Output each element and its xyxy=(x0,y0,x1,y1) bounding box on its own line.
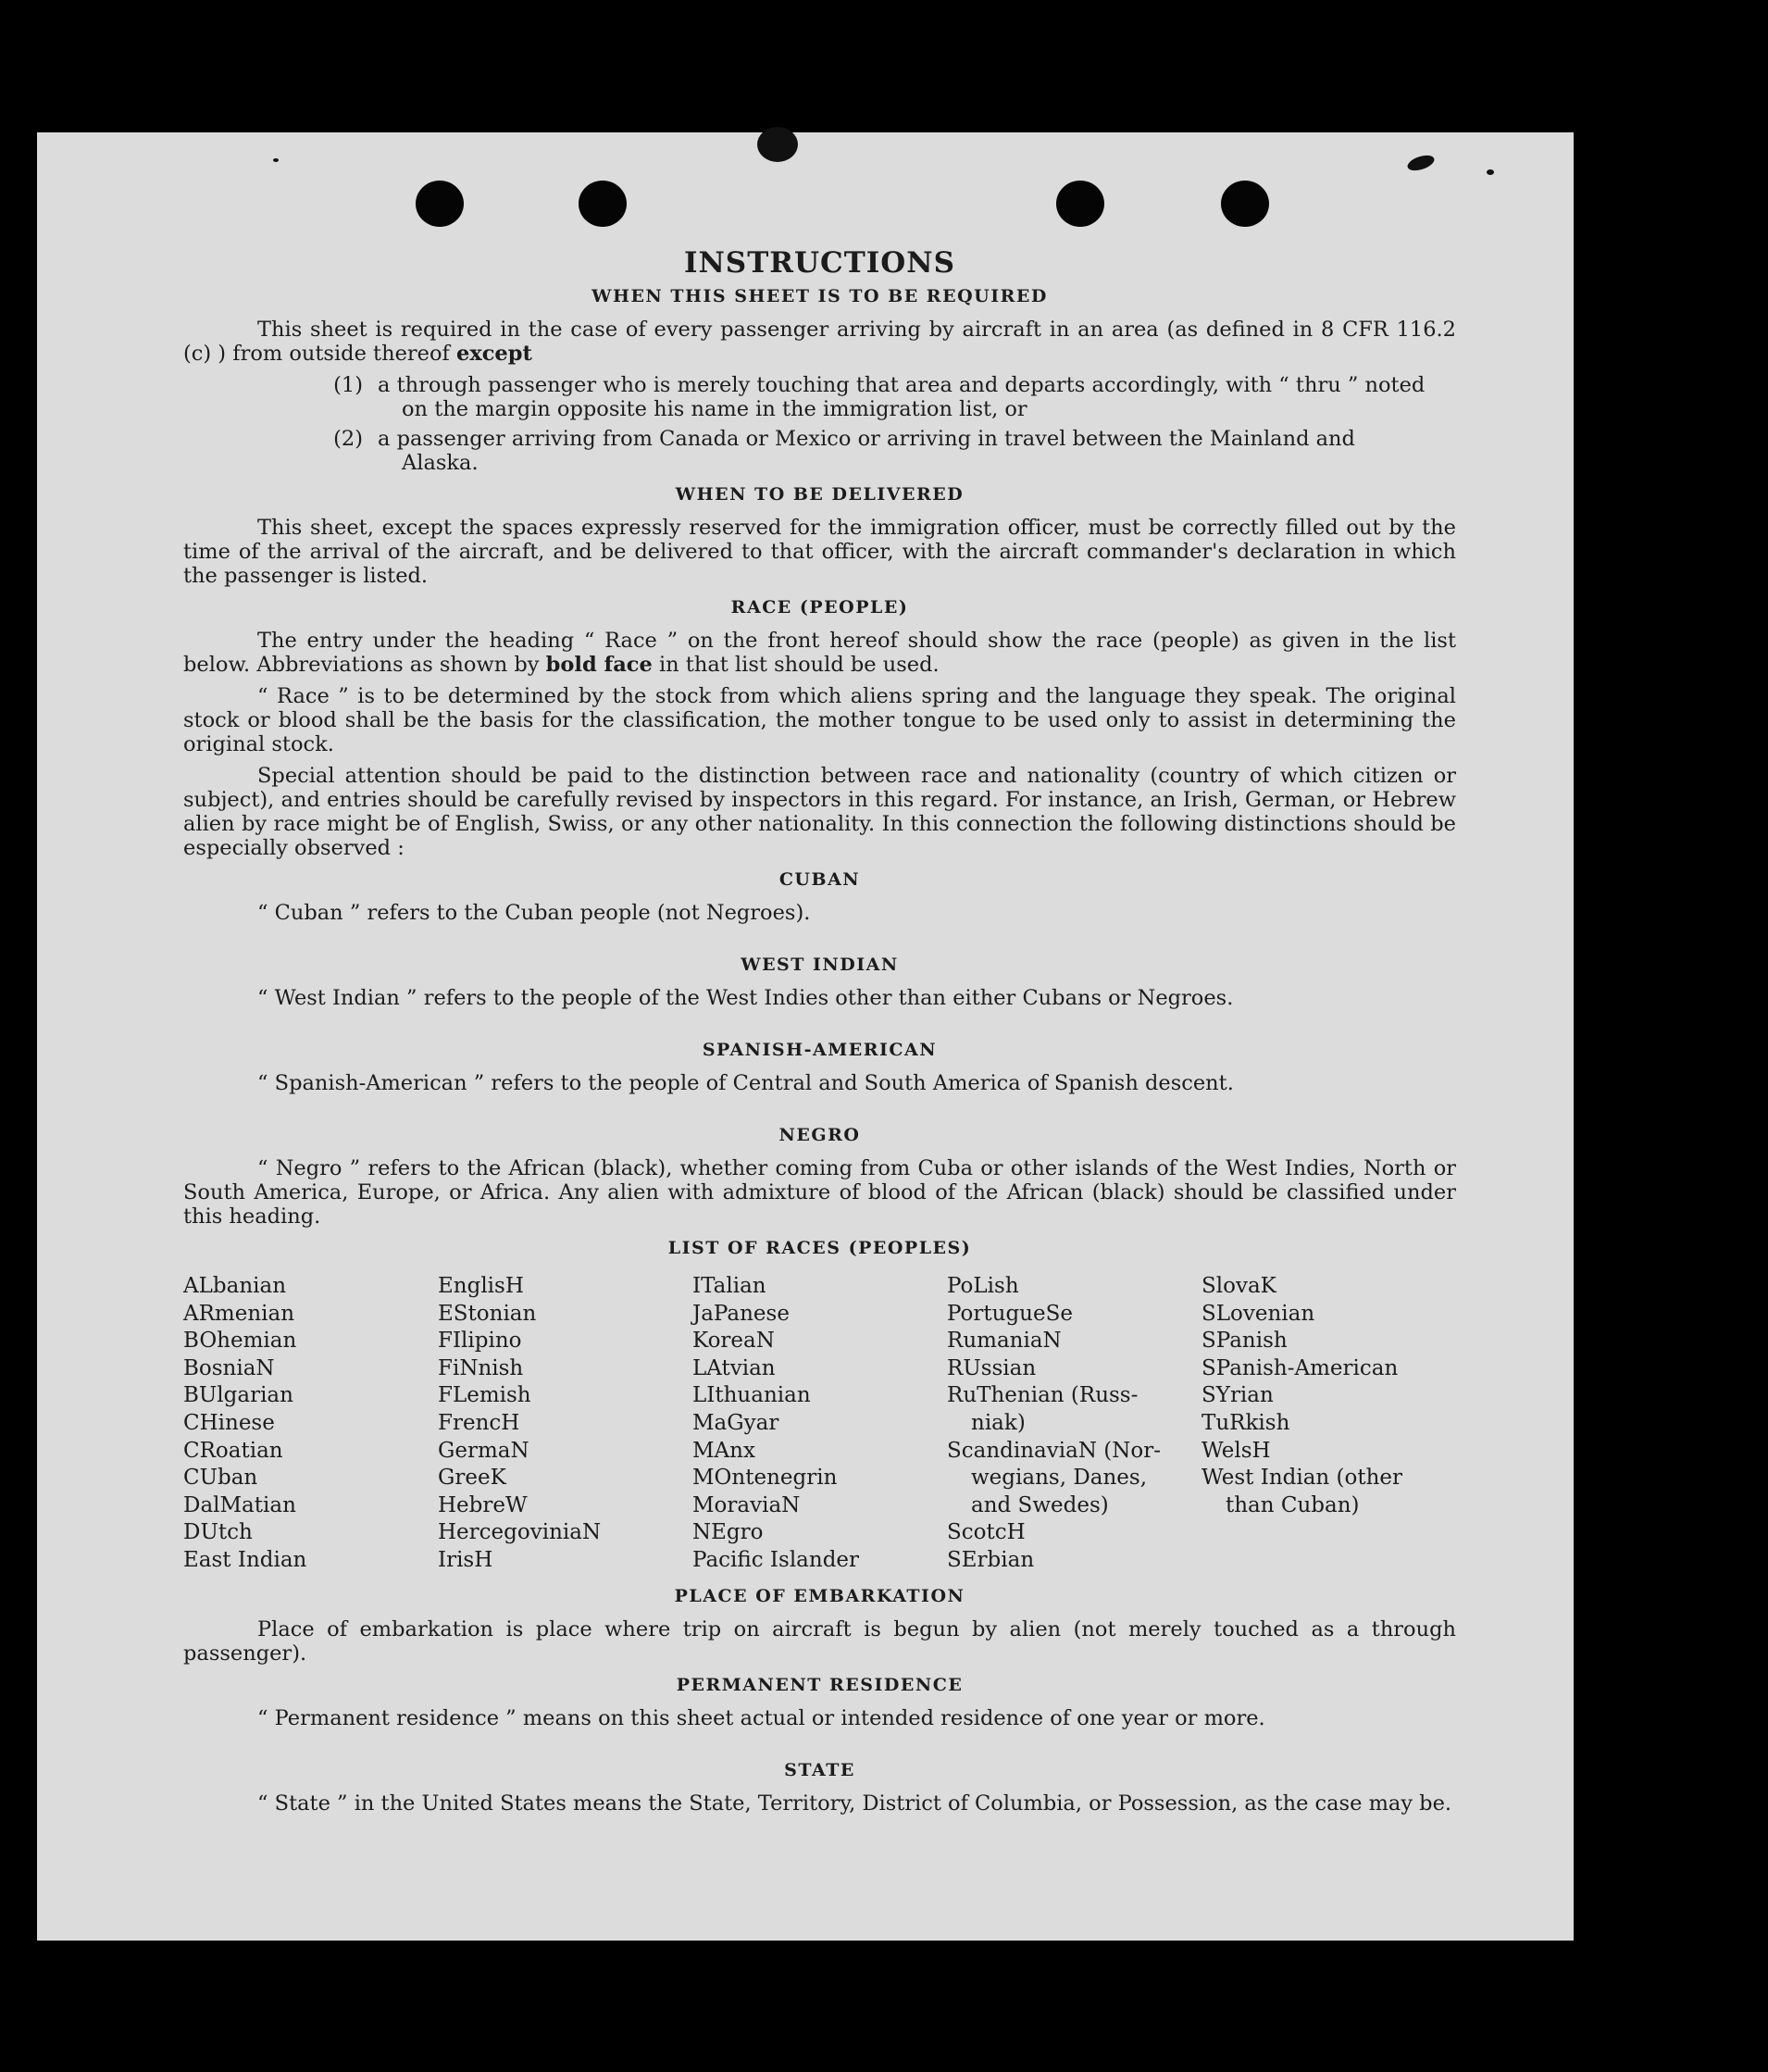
race-entry: RuThenian (Russ- niak) xyxy=(947,1383,1139,1435)
race-entry: IrisH xyxy=(438,1547,493,1572)
race-entry: DUtch xyxy=(183,1520,253,1545)
exception-number: (2) xyxy=(333,427,363,451)
section-heading-negro: NEGRO xyxy=(778,1125,861,1145)
race-entry: MAnx xyxy=(692,1438,755,1463)
instructions-content xyxy=(183,246,1456,1823)
punch-hole xyxy=(1056,181,1104,227)
race-entry: MoraviaN xyxy=(692,1492,801,1517)
state-text: “ State ” in the United States means the State, Territory, District of Columbia, or Possession, as the case may be. xyxy=(257,1791,1452,1816)
race-entry: SErbian xyxy=(947,1547,1035,1572)
race-entry: JaPanese xyxy=(692,1301,790,1326)
race-paragraph: The entry under the heading “ Race ” on the front hereof should show the race (people) as given in the list below. Abbreviations as shown by bold face in that list should be used. xyxy=(183,629,1456,677)
race-paragraph: “ Race ” is to be determined by the stock from which aliens spring and the language they speak. The original stock or blood shall be the basis for the classification, the mother tongue to be used only to assist in determining the original stock. xyxy=(183,684,1456,756)
section-heading-race: RACE (PEOPLE) xyxy=(730,597,909,618)
race-entry: CHinese xyxy=(183,1410,275,1435)
races-column xyxy=(1201,1273,1410,1575)
races-column xyxy=(183,1273,438,1575)
punch-hole xyxy=(1221,181,1269,227)
race-entry: CRoatian xyxy=(183,1438,283,1463)
races-column xyxy=(438,1273,692,1575)
race-entry: BosniaN xyxy=(183,1355,275,1380)
negro-text: “ Negro ” refers to the African (black), whether coming from Cuba or other islands of the West Indies, North or South America, Europe, or Africa. Any alien with admixture of blood of the African (black) should be classified under this heading. xyxy=(183,1156,1456,1229)
document-sheet xyxy=(37,132,1574,1941)
race-entry: EStonian xyxy=(438,1301,537,1326)
race-entry: MaGyar xyxy=(692,1410,779,1435)
race-entry: RUssian xyxy=(947,1355,1037,1380)
race-entry: BUlgarian xyxy=(183,1383,293,1408)
race-entry: East Indian xyxy=(183,1547,307,1572)
section-heading-spanish-american: SPANISH-AMERICAN xyxy=(702,1040,938,1060)
race-entry: HercegoviniaN xyxy=(438,1520,602,1545)
ink-speck xyxy=(273,158,279,162)
race-entry: HebreW xyxy=(438,1492,528,1517)
race-entry: CUban xyxy=(183,1466,258,1491)
exception-number: (1) xyxy=(333,373,363,397)
race-entry: ARmenian xyxy=(183,1301,295,1326)
race-entry: GreeK xyxy=(438,1466,506,1491)
section-heading-permanent-residence: PERMANENT RESIDENCE xyxy=(676,1674,964,1695)
race-entry: NEgro xyxy=(692,1520,764,1545)
spanish-american-text: “ Spanish-American ” refers to the people of Central and South America of Spanish descent. xyxy=(257,1071,1234,1095)
races-column xyxy=(947,1273,1201,1575)
west-indian-text: “ West Indian ” refers to the people of the West Indies other than either Cubans or Negroes. xyxy=(257,986,1234,1010)
race-entry: ScotcH xyxy=(947,1520,1026,1545)
race-entry: FrencH xyxy=(438,1410,520,1435)
race-entry: SlovaK xyxy=(1201,1274,1276,1298)
punch-hole xyxy=(416,181,464,227)
section-heading-state: STATE xyxy=(784,1759,855,1780)
section-heading-list-of-races: LIST OF RACES (PEOPLES) xyxy=(667,1238,972,1258)
embarkation-text: Place of embarkation is place where trip on aircraft is begun by alien (not merely touched as a through passenger). xyxy=(183,1616,1456,1666)
race-entry: EnglisH xyxy=(438,1274,524,1298)
race-entry: TuRkish xyxy=(1201,1410,1290,1435)
document-title: INSTRUCTIONS xyxy=(683,246,956,280)
exception-item: (1) a through passenger who is merely touching that area and departs accordingly, with “ thru ” noted on the margin opposite his name in the immigration list, or xyxy=(183,373,1456,421)
section-heading-when-required: WHEN THIS SHEET IS TO BE REQUIRED xyxy=(591,286,1048,306)
race-entry: ScandinaviaN (Nor- wegians, Danes, and Swedes) xyxy=(947,1438,1161,1517)
race-entry: Pacific Islander xyxy=(692,1547,860,1572)
race-entry: FLemish xyxy=(438,1383,531,1408)
race-entry: ALbanian xyxy=(183,1274,287,1298)
race-entry: FIlipino xyxy=(438,1329,522,1354)
ink-blot xyxy=(1406,153,1437,174)
cuban-text: “ Cuban ” refers to the Cuban people (not Negroes). xyxy=(257,901,811,925)
permanent-residence-text: “ Permanent residence ” means on this sheet actual or intended residence of one year or more. xyxy=(257,1705,1265,1730)
section-heading-embarkation: PLACE OF EMBARKATION xyxy=(674,1585,965,1606)
race-paragraph: Special attention should be paid to the distinction between race and nationality (country of which citizen or subject), and entries should be carefully revised by inspectors in this regard. For instance, an Irish, German, or Hebrew alien by race might be of English, Swiss, or any other nationality. In this connection the following distinctions should be especially observed : xyxy=(183,764,1456,860)
when-required-intro: This sheet is required in the case of every passenger arriving by aircraft in an area (as defined in 8 CFR 116.2 (c) ) from outside thereof except xyxy=(183,318,1456,366)
race-entry: PortugueSe xyxy=(947,1301,1073,1326)
races-column xyxy=(692,1273,947,1575)
section-heading-when-delivered: WHEN TO BE DELIVERED xyxy=(675,484,965,505)
race-entry: MOntenegrin xyxy=(692,1466,838,1491)
race-entry: SLovenian xyxy=(1201,1301,1315,1326)
when-delivered-text: This sheet, except the spaces expressly reserved for the immigration officer, must be correctly filled out by the time of the arrival of the aircraft, and be delivered to that officer, with the aircraft commander's declaration in which the passenger is listed. xyxy=(183,516,1456,588)
race-entry: LAtvian xyxy=(692,1355,776,1380)
race-entry: SPanish xyxy=(1201,1329,1288,1354)
races-list xyxy=(183,1273,1456,1575)
race-entry: PoLish xyxy=(947,1274,1019,1298)
race-entry: DalMatian xyxy=(183,1492,296,1517)
race-entry: BOhemian xyxy=(183,1329,297,1354)
punch-hole xyxy=(579,181,627,227)
race-entry: GermaN xyxy=(438,1438,529,1463)
race-entry: West Indian (other than Cuban) xyxy=(1201,1466,1403,1517)
race-entry: FiNnish xyxy=(438,1355,524,1380)
race-entry: KoreaN xyxy=(692,1329,775,1354)
race-entry: WelsH xyxy=(1201,1438,1271,1463)
ink-blot xyxy=(757,127,798,162)
race-entry: SPanish-American xyxy=(1201,1355,1399,1380)
section-heading-west-indian: WEST INDIAN xyxy=(741,955,899,975)
race-entry: SYrian xyxy=(1201,1383,1274,1408)
race-entry: RumaniaN xyxy=(947,1329,1062,1354)
ink-speck xyxy=(1487,169,1494,175)
exception-item: (2) a passenger arriving from Canada or Mexico or arriving in travel between the Mainland and Alaska. xyxy=(183,427,1456,475)
section-heading-cuban: CUBAN xyxy=(778,869,861,890)
race-entry: LIthuanian xyxy=(692,1383,811,1408)
race-entry: ITalian xyxy=(692,1274,766,1298)
